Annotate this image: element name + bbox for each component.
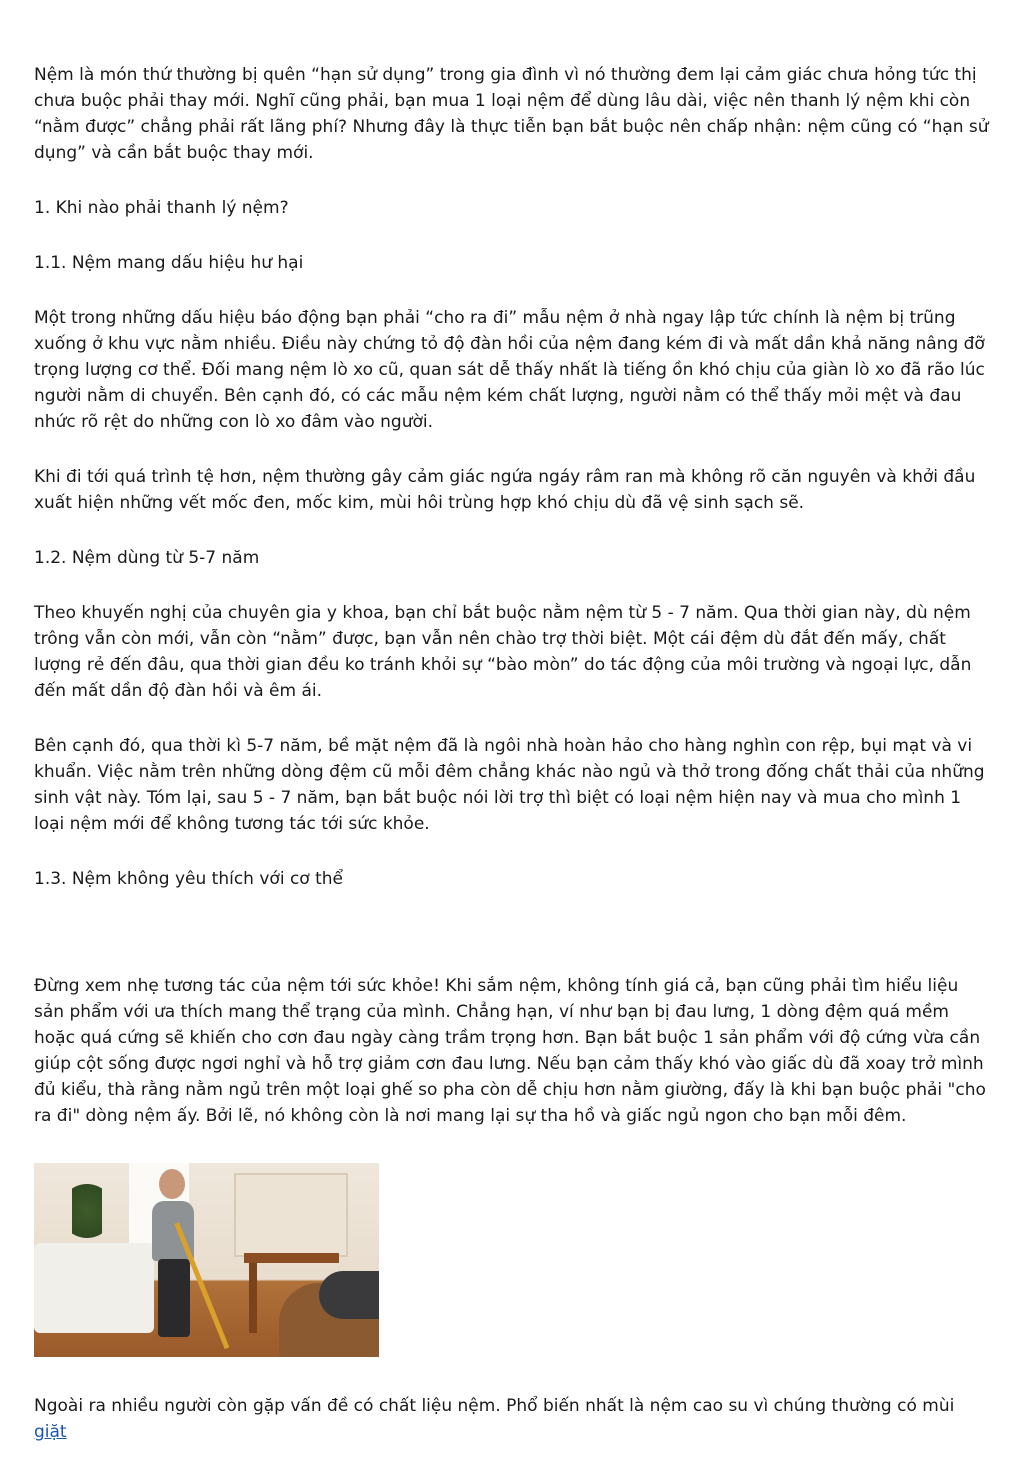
photo-desk-leg [249,1263,257,1333]
paragraph-materials-text: Ngoài ra nhiều người còn gặp vấn đề có chất liệu nệm. Phổ biến nhất là nệm cao su vì chúng thường có mùi [34,1396,955,1416]
section-heading-1-3: 1.3. Nệm không yêu thích với cơ thể [34,869,343,889]
paragraph-bacteria: Bên cạnh đó, qua thời kì 5-7 năm, bề mặt nệm đã là ngôi nhà hoàn hảo cho hàng nghìn con rệp, bụi mạt và vi khuẩn. Việc nằm trên những dòng đệm cũ mỗi đêm chẳng khác nào ngủ và thở trong đống chất thải của những sinh vật này. Tóm lại, sau 5 - 7 năm, bạn bắt buộc nói lời trợ thì biệt có loại nệm hiện nay và mua cho mình 1 loại nệm mới để không tương tác tới sức khỏe. [34,736,985,834]
paragraph-materials [34,1393,990,1445]
photo-person-legs [158,1259,190,1337]
paragraph-worse-stage: Khi đi tới quá trình tệ hơn, nệm thường gây cảm giác ngứa ngáy râm ran mà không rõ căn nguyên và khởi đầu xuất hiện những vết mốc đen, mốc kim, mùi hôi trùng hợp khó chịu dù đã vệ sinh sạch sẽ. [34,467,976,513]
blank-space [34,921,990,973]
photo-mirror [234,1173,348,1257]
document-body [34,62,990,1474]
section-heading-1-1: 1.1. Nệm mang dấu hiệu hư hại [34,253,304,273]
photo-person-head [159,1169,185,1199]
section-heading-1: 1. Khi nào phải thanh lý nệm? [34,198,289,218]
intro-paragraph: Nệm là món thứ thường bị quên “hạn sử dụng” trong gia đình vì nó thường đem lại cảm giác chưa hỏng tức thị chưa buộc phải thay mới. Nghĩ cũng phải, bạn mua 1 loại nệm để dùng lâu dài, việc nên thanh lý nệm khi còn “nằm được” chẳng phải rất lãng phí? Nhưng đây là thực tiễn bạn bắt buộc nên chấp nhận: nệm cũng có “hạn sử dụng” và cần bắt buộc thay mới. [34,65,989,163]
paragraph-health: Đừng xem nhẹ tương tác của nệm tới sức khỏe! Khi sắm nệm, không tính giá cả, bạn cũng phải tìm hiểu liệu sản phẩm với ưa thích mang thể trạng của mình. Chẳng hạn, ví như bạn bị đau lưng, 1 dòng đệm quá mềm hoặc quá cứng sẽ khiến cho cơn đau ngày càng trầm trọng hơn. Bạn bắt buộc 1 sản phẩm với độ cứng vừa cần giúp cột sống được ngơi nghỉ và hỗ trợ giảm cơn đau lưng. Nếu bạn cảm thấy khó vào giấc dù đã xoay trở mình đủ kiểu, thà rằng nằm ngủ trên một loại ghế so pha còn dễ chịu hơn nằm giường, đấy là khi bạn buộc phải "cho ra đi" dòng nệm ấy. Bởi lẽ, nó không còn là nơi mang lại sự tha hồ và giấc ngủ ngon cho bạn mỗi đêm. [34,976,986,1126]
paragraph-expert-advice: Theo khuyến nghị của chuyên gia y khoa, bạn chỉ bắt buộc nằm nệm từ 5 - 7 năm. Qua thời gian này, dù nệm trông vẫn còn mới, vẫn còn “nằm” được, bạn vẫn nên chào trợ thời biệt. Một cái đệm dù đắt đến mấy, chất lượng rẻ đến đâu, qua thời gian đều ko tránh khỏi sự “bào mòn” do tác động của môi trường và ngoại lực, dẫn đến mất dần độ đàn hồi và êm ái. [34,603,972,701]
photo-desk [244,1253,339,1263]
section-heading-1-2: 1.2. Nệm dùng từ 5-7 năm [34,548,260,568]
link-giat[interactable]: giặt [34,1422,67,1442]
photo-bed [34,1243,154,1333]
photo-hand [319,1271,379,1319]
paragraph-signs-damage: Một trong những dấu hiệu báo động bạn phải “cho ra đi” mẫu nệm ở nhà ngay lập tức chính là nệm bị trũng xuống ở khu vực nằm nhiều. Điều này chứng tỏ độ đàn hồi của nệm đang kém đi và mất dần khả năng nâng đỡ trọng lượng cơ thể. Đối mang nệm lò xo cũ, quan sát dễ thấy nhất là tiếng ồn khó chịu của giàn lò xo đã rão lúc người nằm di chuyển. Bên cạnh đó, có các mẫu nệm kém chất lượng, người nằm có thể thấy mỏi mệt và đau nhức rõ rệt do những con lò xo đâm vào người. [34,308,985,432]
photo-man-vacuuming [34,1163,379,1357]
